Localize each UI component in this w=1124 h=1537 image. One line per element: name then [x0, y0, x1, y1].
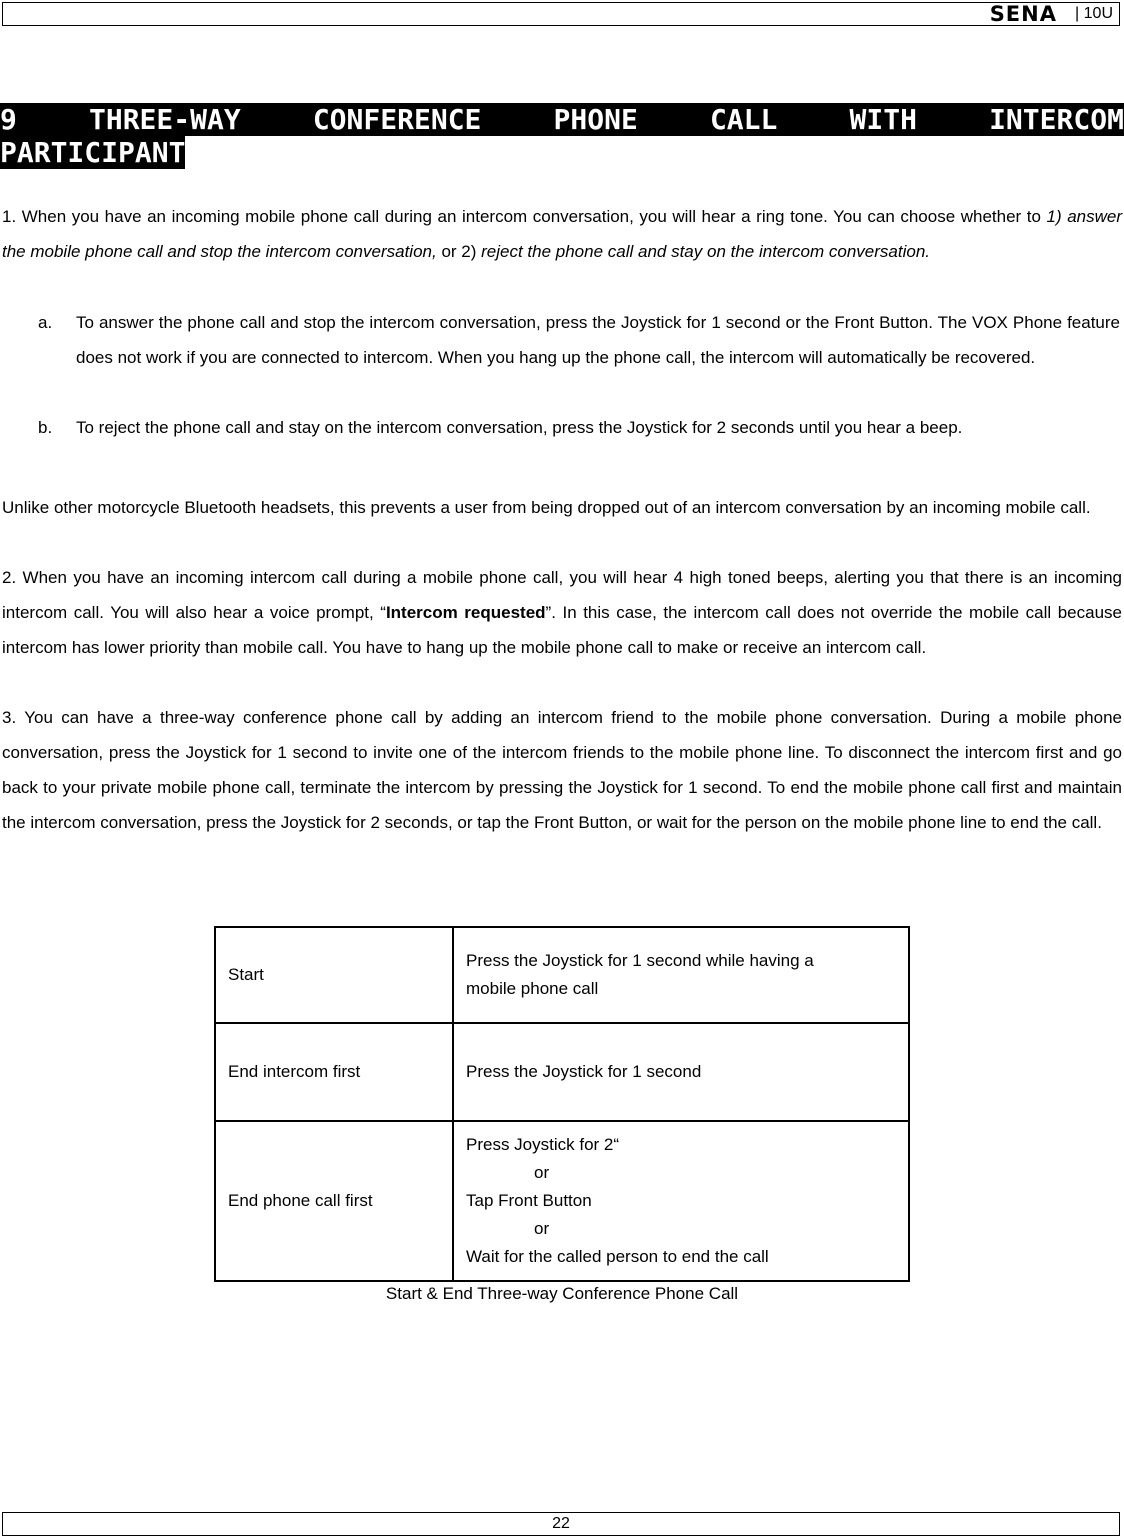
paragraph-incoming-mobile-call: 1. When you have an incoming mobile phone call during an intercom conversation, you will hear a ring tone. You can choose whether to 1) answer the mobile phone call and stop the intercom conversation, or 2) reject the phone call and stay on the intercom conversation. — [2, 207, 1122, 261]
table-cell-action: End intercom first — [215, 1023, 453, 1121]
model-label: | 10U — [1075, 5, 1113, 22]
page-header — [2, 2, 1120, 26]
list-marker: b. — [38, 418, 53, 437]
title-word: PHONE — [553, 103, 638, 136]
page-footer — [2, 1512, 1120, 1536]
table-cell-instruction: Press Joystick for 2“ or Tap Front Button or Wait for the called person to end the call — [453, 1121, 909, 1281]
table-cell-instruction: Press the Joystick for 1 second — [453, 1023, 909, 1121]
list-marker: a. — [38, 313, 53, 332]
table-cell-action: End phone call first — [215, 1121, 453, 1281]
table-cell-action: Start — [215, 927, 453, 1023]
conference-steps-table — [214, 926, 910, 1282]
title-word: CALL — [709, 103, 778, 136]
table-row — [215, 1023, 909, 1121]
section-title-line2: PARTICIPANT — [0, 136, 186, 169]
table-row — [215, 1121, 909, 1281]
paragraph-unlike-other-headsets: Unlike other motorcycle Bluetooth headsets, this prevents a user from being dropped out of an intercom conversation by an incoming mobile call. — [2, 498, 1091, 517]
list-item-text: To answer the phone call and stop the intercom conversation, press the Joystick for 1 second or the Front Button. The VOX Phone feature does not work if you are connected to intercom. When you hang up the phone call, the intercom will automatically be recovered. — [76, 313, 1120, 367]
title-word: 9 — [0, 103, 17, 136]
title-word: THREE-WAY — [88, 103, 241, 136]
section-title — [0, 103, 1124, 169]
table-row — [215, 927, 909, 1023]
table-cell-instruction: Press the Joystick for 1 second while having a mobile phone call — [453, 927, 909, 1023]
title-word: INTERCOM — [989, 103, 1124, 136]
table-caption: Start & End Three-way Conference Phone Call — [385, 1284, 739, 1303]
paragraph-three-way-conference: 3. You can have a three-way conference phone call by adding an intercom friend to the mobile phone conversation. During a mobile phone conversation, press the Joystick for 1 second to invite one of the intercom friends to the mobile phone line. To disconnect the intercom first and go back to your private mobile phone call, terminate the intercom by pressing the Joystick for 1 second. To end the mobile phone call first and maintain the intercom conversation, press the Joystick for 2 seconds, or tap the Front Button, or wait for the person on the mobile phone line to end the call. — [2, 708, 1122, 832]
list-item-text: To reject the phone call and stay on the intercom conversation, press the Joystick for 2 seconds until you hear a beep. — [76, 418, 963, 437]
title-word: WITH — [849, 103, 917, 136]
sena-logo: SENA — [989, 2, 1057, 26]
paragraph-incoming-intercom-call: 2. When you have an incoming intercom call during a mobile phone call, you will hear 4 high toned beeps, alerting you that there is an incoming intercom call. You will also hear a voice prompt, “Intercom requested”. In this case, the intercom call does not override the mobile call because intercom has lower priority than mobile call. You have to hang up the mobile phone call to make or receive an intercom call. — [2, 568, 1122, 657]
page-number: 22 — [552, 1515, 570, 1532]
title-word: CONFERENCE — [312, 103, 482, 136]
section-title-line1 — [0, 103, 1124, 136]
